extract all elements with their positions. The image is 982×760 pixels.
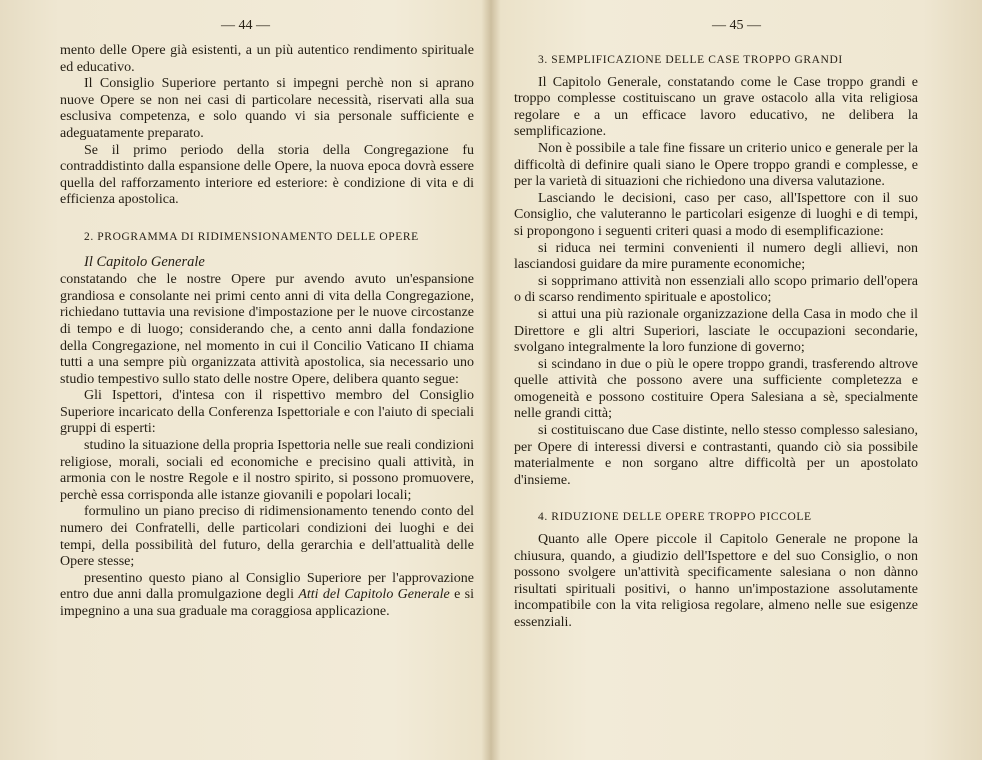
- paragraph-text: presentino questo piano al Consiglio Superiore per l'approvazione entro due anni dalla promulgazione degli: [60, 570, 474, 603]
- section-heading: 3. SEMPLIFICAZIONE DELLE CASE TROPPO GRANDI: [538, 54, 843, 66]
- paragraph: Quanto alle Opere piccole il Capitolo Generale ne propone la chiusura, quando, a giudizio dell'Ispettore e del suo Consiglio, o non possono svolgere un'attività specificamente salesiana o non dànno risultati spirituali positivi, o hanno un'impostazione assolutamente incompatibile con la vita religiosa regolare, almeno nelle sue esigenze essenziali.: [514, 532, 918, 630]
- right-page: [491, 0, 982, 760]
- paragraph: constatando che le nostre Opere pur avendo avuto un'espansione grandiosa e consolante nei primi cento anni di vita della Congregazione, richiedano tuttavia una revisione d'impostazione per le nuove circostanze di tempo e di luogo; considerando che, a cento anni dalla fondazione della Congregazione, nel momento in cui il Concilio Vaticano II chiama tutti a una sempre più organizzata attività apostolica, sia necessario uno studio tempestivo sullo stato delle nostre Opere, delibera quanto segue:: [60, 272, 474, 387]
- paragraph: studino la situazione della propria Ispettoria nelle sue reali condizioni religiose, morali, sociali ed economiche e precisino quali attività, in armonia con le nostre Regole e il nostro spirito, si possono promuovere, perchè essa corrisponda alle istanze giovanili e popolari locali;: [60, 438, 474, 503]
- paragraph-text: e si impegnino a una sua graduale ma coraggiosa applicazione.: [60, 587, 474, 619]
- right-page-text: [514, 52, 918, 632]
- section-heading: 4. RIDUZIONE DELLE OPERE TROPPO PICCOLE: [538, 511, 812, 524]
- paragraph: si scindano in due o più le opere troppo grandi, trasferendo altrove quelle attività che possono avere una sufficiente completezza e omogeneità e possono costituire Opera Salesiana a sè, specialmente nelle grandi città;: [514, 356, 918, 422]
- paragraph: Non è possibile a tale fine fissare un criterio unico e generale per la difficoltà di definire quali siano le Opere troppo grandi e complesse, e per la varietà di situazioni che richiedono una diversa valutazione.: [514, 140, 918, 190]
- paragraph: formulino un piano preciso di ridimensionamento tenendo conto del numero dei Confratelli, delle particolari condizioni dei luoghi e dei tempi, della possibilità del futuro, della gerarchia e dell'attualità delle Opere stesse;: [60, 504, 474, 570]
- page-number-left: — 44 —: [221, 18, 270, 33]
- italic-title: Atti del Capitolo Generale: [298, 587, 450, 603]
- paragraph: si riduca nei termini convenienti il numero degli allievi, non lasciandosi guidare da mire puramente economiche;: [514, 240, 918, 273]
- page-number-right: — 45 —: [712, 18, 761, 33]
- paragraph: si costituiscano due Case distinte, nello stesso complesso salesiano, per Opere di interessi diversi e contrastanti, quando ciò sia possibile materialmente e non sorgano altre difficoltà per un apostolato d'insieme.: [514, 423, 918, 488]
- paragraph: Lasciando le decisioni, caso per caso, all'Ispettore con il suo Consiglio, che valuteranno le particolari esigenze di luoghi e di tempi, si propongono i seguenti criteri quasi a modo di esemplificazione:: [514, 190, 918, 239]
- paragraph: si sopprimano attività non essenziali allo scopo primario dell'opera o di scarso rendimento spirituale e apostolico;: [514, 273, 918, 306]
- section-subheading: Il Capitolo Generale: [84, 253, 205, 270]
- paragraph: Il Capitolo Generale, constatando come le Case troppo grandi e troppo complesse costituiscano un grave ostacolo alla vita religiosa regolare e a un efficace lavoro educativo, ne delibera la semplificazione.: [514, 74, 918, 140]
- paragraph: Il Consiglio Superiore pertanto si impegni perchè non si aprano nuove Opere se non nei casi di particolare necessità, riservati alla sua esclusiva competenza, e solo quando vi sia personale sufficiente e adeguatamente preparato.: [60, 76, 474, 141]
- section-heading: 2. PROGRAMMA DI RIDIMENSIONAMENTO DELLE OPERE: [84, 230, 419, 243]
- paragraph: Gli Ispettori, d'intesa con il rispettivo membro del Consiglio Superiore incaricato della Conferenza Ispettoriale e con l'aiuto di speciali gruppi di esperti:: [60, 388, 474, 437]
- paragraph: [60, 571, 474, 621]
- paragraph: Se il primo periodo della storia della Congregazione fu contraddistinto dalla espansione delle Opere, la nuova epoca dovrà essere quella del rafforzamento interiore ed esteriore: è condizione di vita e di efficienza apostolica.: [60, 142, 474, 208]
- paragraph: mento delle Opere già esistenti, a un più autentico rendimento spirituale ed educativo.: [60, 43, 474, 75]
- paragraph: si attui una più razionale organizzazione della Casa in modo che il Direttore e gli altri Superiori, lasciate le occupazioni secondarie, svolgano integralmente la loro funzione di governo;: [514, 306, 918, 356]
- left-page-text: [60, 43, 474, 621]
